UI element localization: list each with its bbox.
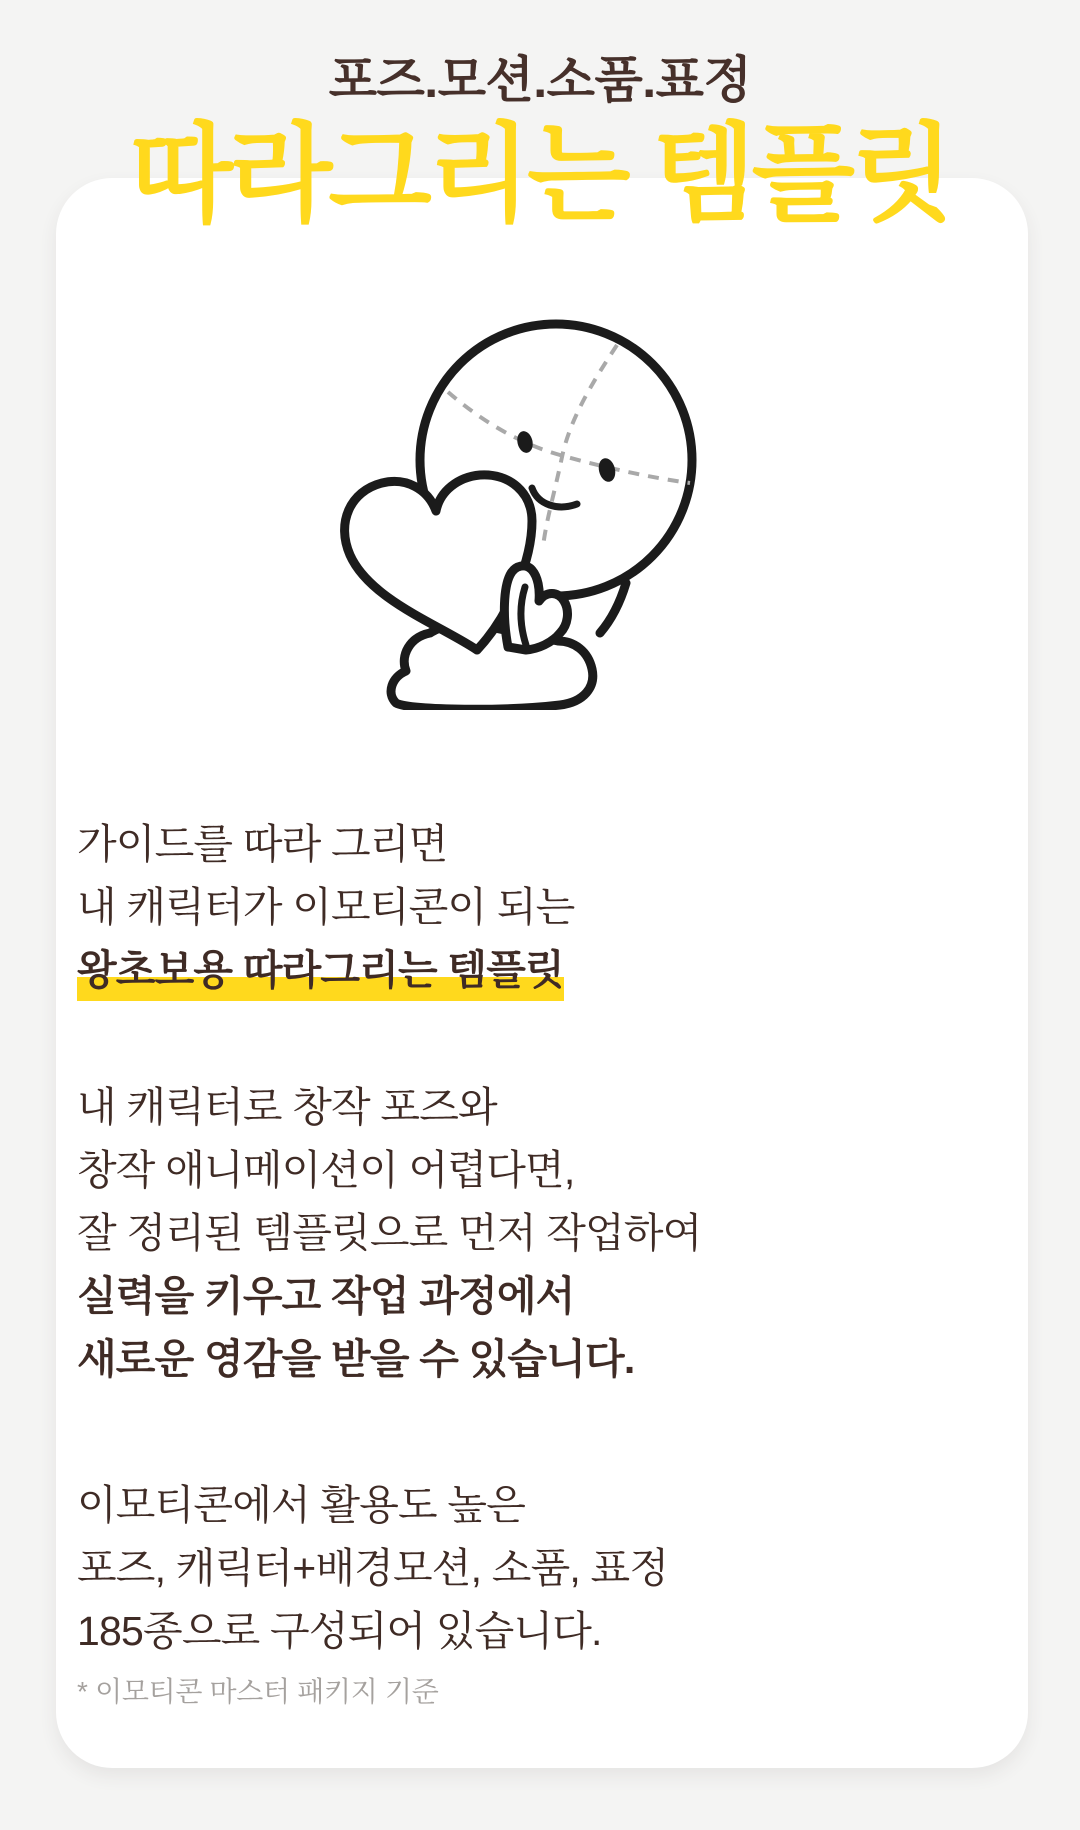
p2-line1: 내 캐릭터로 창작 포즈와 <box>77 1084 497 1130</box>
page-title: 따라그리는 템플릿 <box>129 114 951 234</box>
footnote: * 이모티콘 마스터 패키지 기준 <box>77 1676 439 1707</box>
paragraph-3 <box>77 1474 1007 1663</box>
paragraph-2 <box>77 1076 1007 1391</box>
paragraph-1 <box>77 813 1007 1002</box>
p3-line3: 185종으로 구성되어 있습니다. <box>77 1608 602 1654</box>
p3-line2: 포즈, 캐릭터+배경모션, 소품, 표정 <box>77 1545 669 1591</box>
p2-line4-bold: 실력을 키우고 작업 과정에서 <box>77 1273 575 1319</box>
p2-line3: 잘 정리된 템플릿으로 먼저 작업하여 <box>77 1210 702 1256</box>
p2-line5-bold: 새로운 영감을 받을 수 있습니다. <box>77 1336 635 1382</box>
p1-line3-highlighted: 왕초보용 따라그리는 템플릿 <box>77 947 564 1001</box>
p2-line2: 창작 애니메이션이 어렵다면, <box>77 1147 575 1193</box>
p1-line1: 가이드를 따라 그리면 <box>77 821 448 867</box>
p3-line1: 이모티콘에서 활용도 높은 <box>77 1482 526 1528</box>
kicker: 포즈.모션.소품.표정 <box>328 52 752 108</box>
body-text <box>77 813 1007 1711</box>
p1-line2: 내 캐릭터가 이모티콘이 되는 <box>77 884 575 930</box>
character-illustration <box>330 315 730 710</box>
